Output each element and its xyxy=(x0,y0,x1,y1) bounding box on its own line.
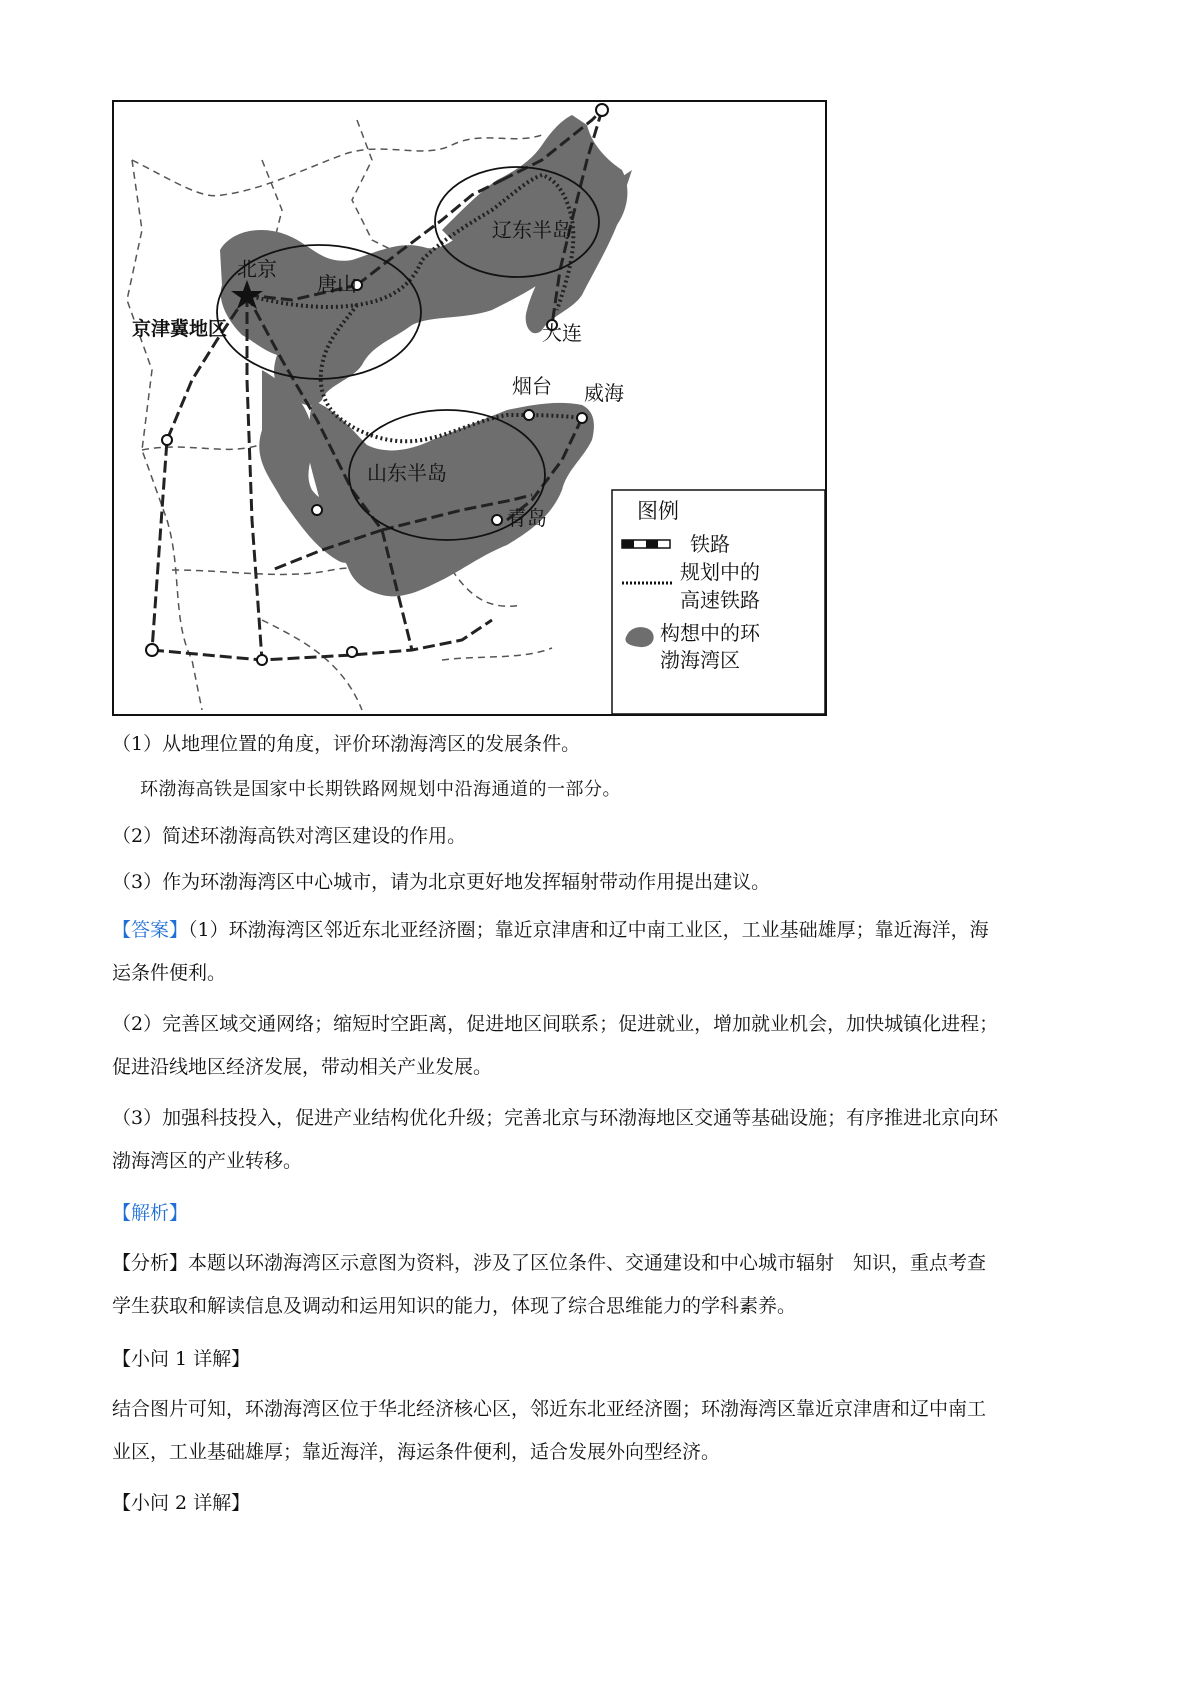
analysis-tag: 【解析】 xyxy=(112,1202,189,1224)
answer-3-line-2: 渤海湾区的产业转移。 xyxy=(112,1150,303,1172)
legend-bay-1: 构想中的环 xyxy=(660,621,760,645)
label-qingdao: 青岛 xyxy=(507,506,547,530)
answer-1-text: （1）环渤海湾区邻近东北亚经济圈；靠近京津唐和辽中南工业区，工业基础雄厚；靠近海洋，海 xyxy=(188,919,989,941)
marker-qingdao xyxy=(492,515,502,525)
label-weihai: 威海 xyxy=(584,381,624,405)
answer-3-line-1: （3）加强科技投入，促进产业结构优化升级；完善北京与环渤海地区交通等基础设施；有序推进北京向环 xyxy=(112,1107,999,1129)
legend-bay-2: 渤海湾区 xyxy=(660,648,740,672)
bohai-bay-map-figure xyxy=(112,100,827,716)
marker-s2 xyxy=(347,647,357,657)
answer-2-line-1: （2）完善区域交通网络；缩短时空距离，促进地区间联系；促进就业，增加就业机会，加快城镇化进程； xyxy=(112,1013,999,1035)
label-jingjinji: 京津冀地区 xyxy=(132,318,228,340)
label-yantai: 烟台 xyxy=(512,374,552,398)
answer-2-line-2: 促进沿线地区经济发展，带动相关产业发展。 xyxy=(112,1056,493,1078)
legend-planned-1: 规划中的 xyxy=(680,560,760,584)
label-beijing: 北京 xyxy=(237,257,277,281)
question-intro: 环渤海高铁是国家中长期铁路网规划中沿海通道的一部分。 xyxy=(140,779,621,800)
analysis-line-2: 学生获取和解读信息及调动和运用知识的能力，体现了综合思维能力的学科素养。 xyxy=(112,1295,797,1317)
marker-north xyxy=(596,104,608,116)
analysis-line-1: 【分析】本题以环渤海湾区示意图为资料，涉及了区位条件、交通建设和中心城市辐射 知识，重点考查 xyxy=(112,1252,987,1274)
question-3: （3）作为环渤海湾区中心城市，请为北京更好地发挥辐射带动作用提出建议。 xyxy=(112,871,771,893)
legend-railway: 铁路 xyxy=(690,532,730,556)
answer-1-line-1 xyxy=(112,917,1112,943)
legend-planned-2: 高速铁路 xyxy=(680,588,760,612)
subquestion-2-title: 【小问 2 详解】 xyxy=(112,1492,251,1514)
legend-railway-symbol xyxy=(622,540,670,548)
marker-west xyxy=(162,435,172,445)
label-liaodong: 辽东半岛 xyxy=(492,218,572,242)
subquestion-1-title: 【小问 1 详解】 xyxy=(112,1348,251,1370)
question-1: （1）从地理位置的角度，评价环渤海湾区的发展条件。 xyxy=(112,733,581,755)
label-shandong: 山东半岛 xyxy=(367,461,447,485)
answer-tag: 【答案】 xyxy=(112,919,189,941)
marker-weihai xyxy=(577,413,587,423)
marker-jinan xyxy=(312,505,322,515)
marker-yantai xyxy=(524,410,534,420)
label-dalian: 大连 xyxy=(542,321,582,345)
subquestion-1-line-1: 结合图片可知，环渤海湾区位于华北经济核心区，邻近东北亚经济圈；环渤海湾区靠近京津唐和辽中南工 xyxy=(112,1398,987,1420)
marker-sw xyxy=(146,644,158,656)
question-2: （2）简述环渤海高铁对湾区建设的作用。 xyxy=(112,825,467,847)
marker-s1 xyxy=(257,655,267,665)
legend-title: 图例 xyxy=(637,499,679,523)
answer-1-line-2: 运条件便利。 xyxy=(112,962,227,984)
map-svg xyxy=(112,100,827,716)
label-tangshan: 唐山 xyxy=(317,272,357,296)
map-legend xyxy=(612,490,825,714)
subquestion-1-line-2: 业区，工业基础雄厚；靠近海洋，海运条件便利，适合发展外向型经济。 xyxy=(112,1441,721,1463)
